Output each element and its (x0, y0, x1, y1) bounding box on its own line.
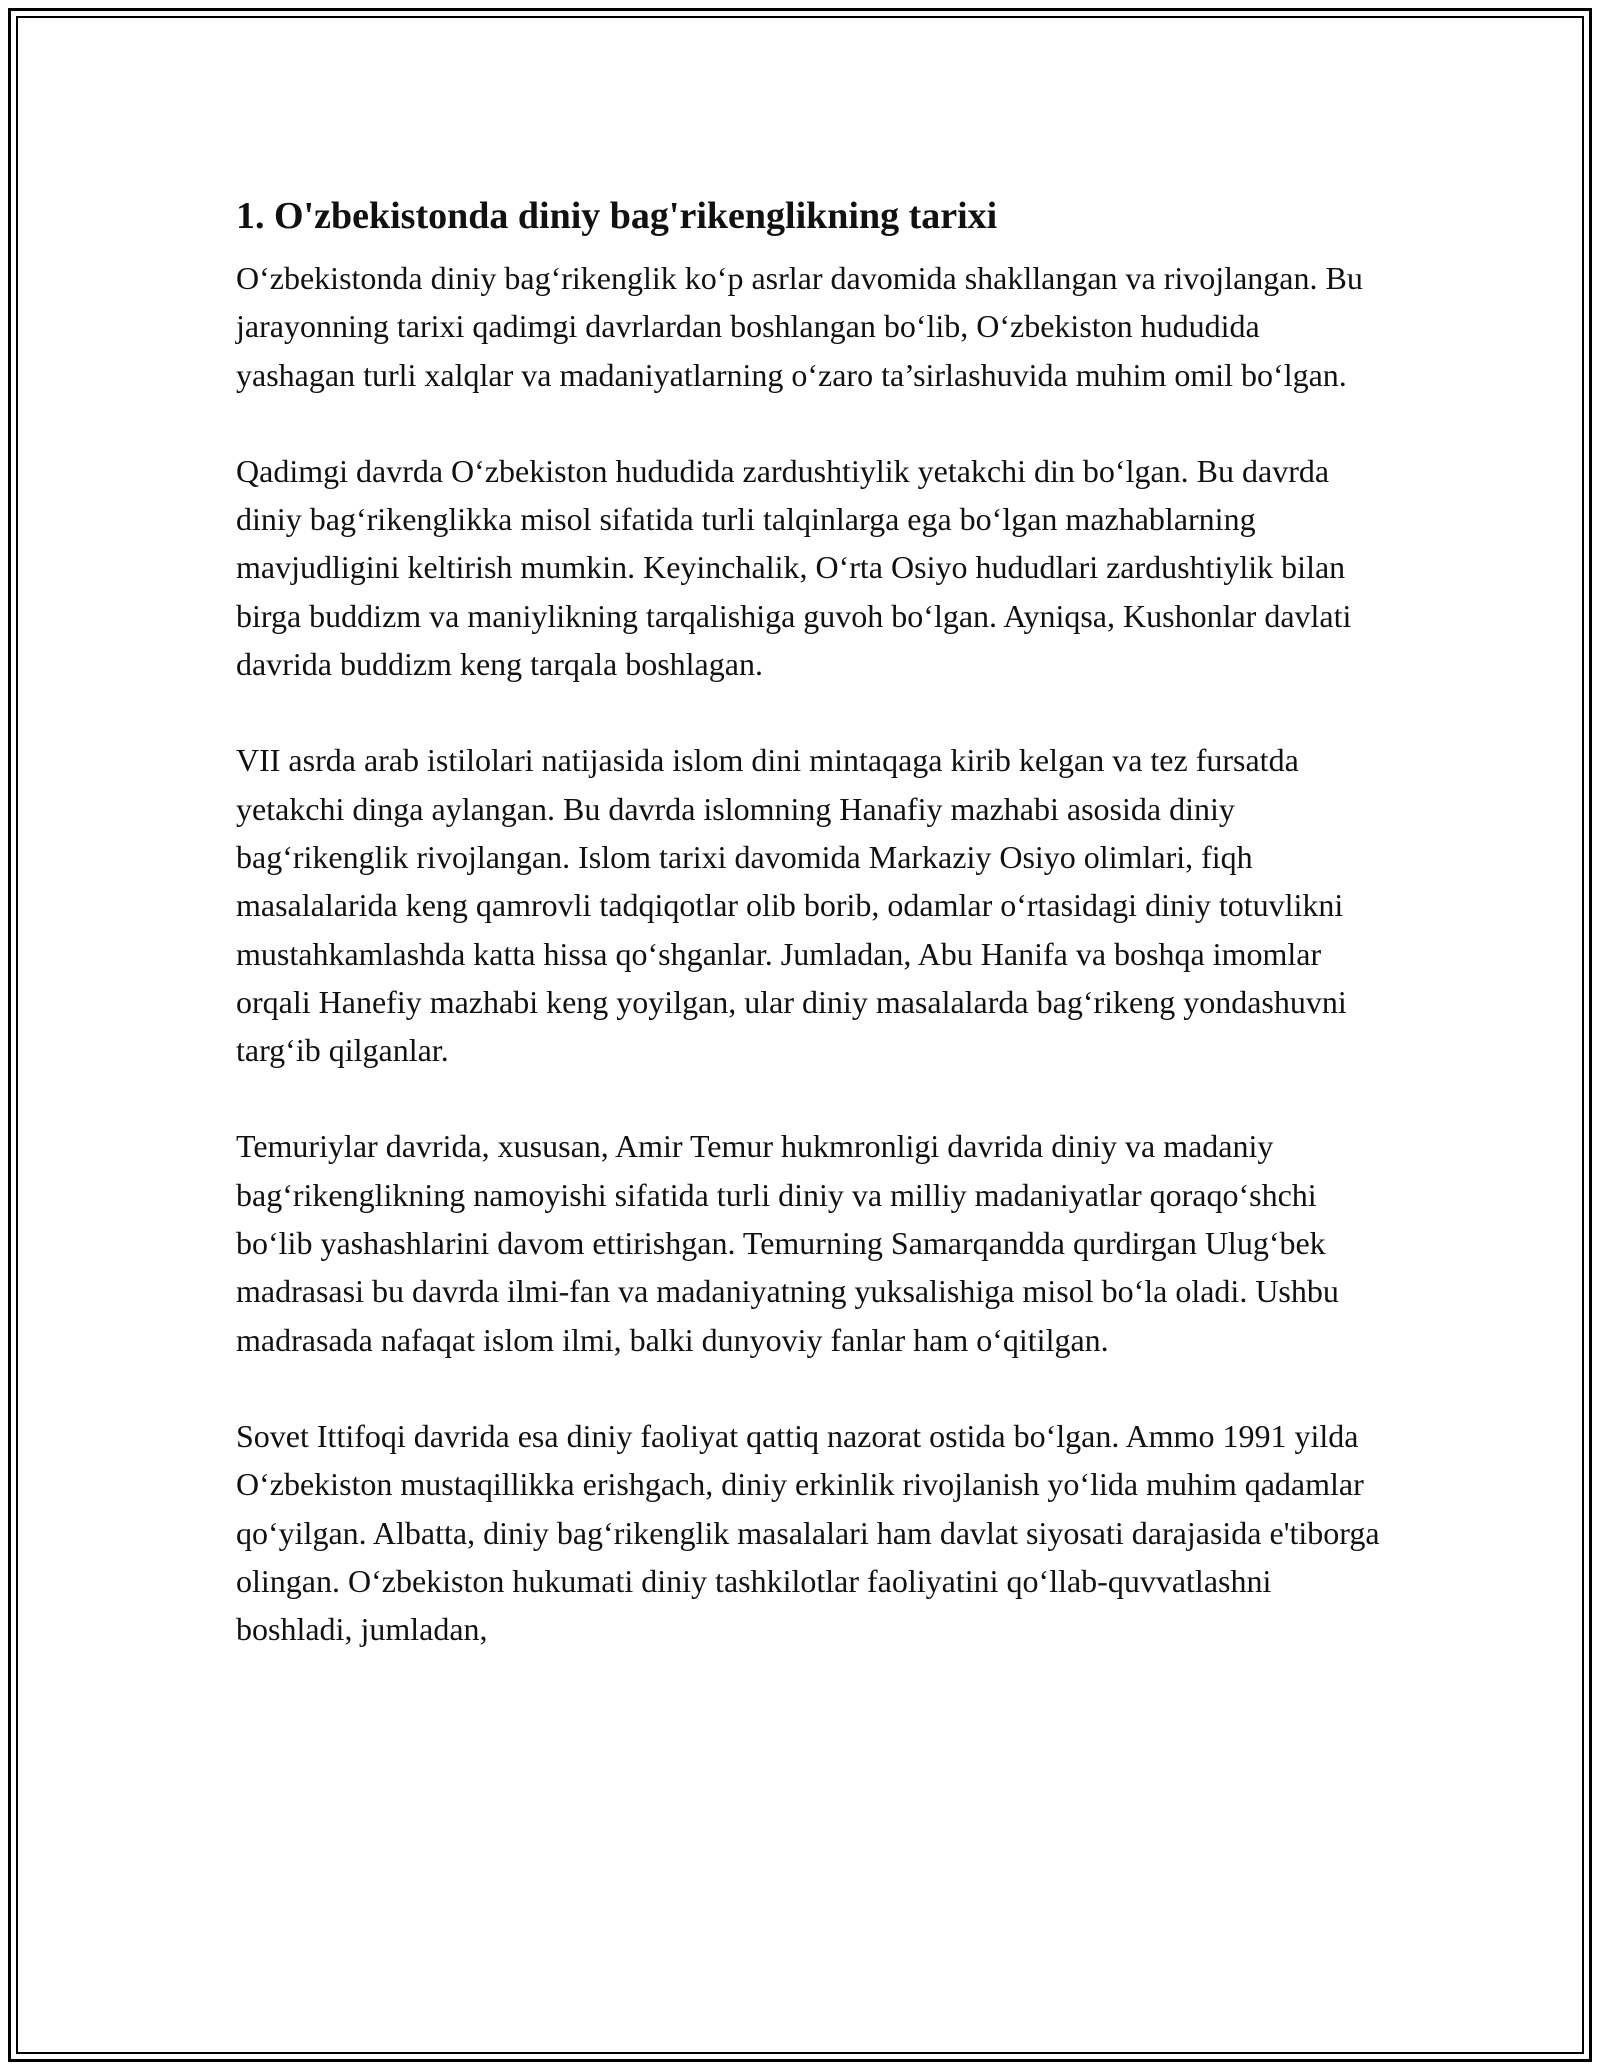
paragraph-5: Sovet Ittifoqi davrida esa diniy faoliyat qattiq nazorat ostida bo‘lgan. Ammo 1991 yilda O‘zbekiston mustaqillikka erishgach, diniy erkinlik rivojlanish yo‘lida muhim qadamlar qo‘yilgan. Albatta, diniy bag‘rikenglik masalalari ham davlat siyosati darajasida e'tiborga olingan. O‘zbekiston hukumati diniy tashkilotlar faoliyatini qo‘llab-quvvatlashni boshladi, jumladan, (236, 1417, 1380, 1648)
paragraph-2: Qadimgi davrda O‘zbekiston hududida zardushtiylik yetakchi din bo‘lgan. Bu davrda diniy bag‘rikenglikka misol sifatida turli talqinlarga ega bo‘lgan mazhablarning mavjudligini keltirish mumkin. Keyinchalik, O‘rta Osiyo hududlari zardushtiylik bilan birga buddizm va maniylikning tarqalishiga guvoh bo‘lgan. Ayniqsa, Kushonlar davlati davrida buddizm keng tarqala boshlagan. (236, 452, 1352, 683)
document-body (236, 186, 1386, 1653)
section-heading: 1. O'zbekistonda diniy bag'rikenglikning tarixi (236, 195, 998, 237)
paragraph-1: O‘zbekistonda diniy bag‘rikenglik ko‘p asrlar davomida shakllangan va rivojlangan. Bu jarayonning tarixi qadimgi davrlardan boshlangan bo‘lib, O‘zbekiston hududida yashagan turli xalqlar va madaniyatlarning o‘zaro ta’sirlashuvida muhim omil bo‘lgan. (236, 260, 1363, 393)
paragraph-3: VII asrda arab istilolari natijasida islom dini mintaqaga kirib kelgan va tez fursatda yetakchi dinga aylangan. Bu davrda islomning Hanafiy mazhabi asosida diniy bag‘rikenglik rivojlangan. Islom tarixi davomida Markaziy Osiyo olimlari, fiqh masalalarida keng qamrovli tadqiqotlar olib borib, odamlar o‘rtasidagi diniy totuvlikni mustahkamlashda katta hissa qo‘shganlar. Jumladan, Abu Hanifa va boshqa imomlar orqali Hanefiy mazhabi keng yoyilgan, ular diniy masalalarda bag‘rikeng yondashuvni targ‘ib qilganlar. (236, 742, 1347, 1069)
paragraph-4: Temuriylar davrida, xususan, Amir Temur hukmronligi davrida diniy va madaniy bag‘rikenglikning namoyishi sifatida turli diniy va milliy madaniyatlar qoraqo‘shchi bo‘lib yashashlarini davom ettirishgan. Temurning Samarqandda qurdirgan Ulug‘bek madrasasi bu davrda ilmi-fan va madaniyatning yuksalishiga misol bo‘la oladi. Ushbu madrasada nafaqat islom ilmi, balki dunyoviy fanlar ham o‘qitilgan. (236, 1128, 1339, 1358)
